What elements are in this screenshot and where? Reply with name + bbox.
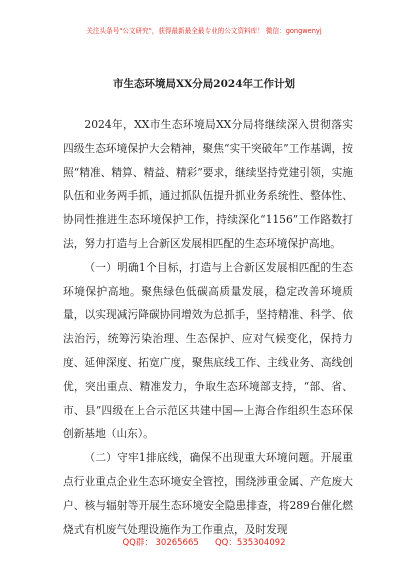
- footer-contact-text: QQ群： 30265665 QQ：535304092: [122, 538, 286, 548]
- paragraph-intro: 2024年，XX市生态环境局XX分局将继续深入贯彻落实四级生态环境保护大会精神，聚焦“实干突破年”工作基调，按照“精准、精算、精益、精彩”要求，继续坚持党建引领，实施队伍和业务两手抓，通过抓队伍提升抓业务系统性、整体性、协同性推进生态环境保护工作，持续深化“1156”工作路数打法，努力打造与上合新区发展相匹配的生态环境保护高地。: [63, 118, 353, 250]
- paragraph-baseline: （二）守牢1排底线，确保不出现重大环境问题。开展重点行业重点企业生态环境安全管控，围绕涉重金属、产危废大户、核与辐射等开展生态环境安全隐患排查，将289台催化燃烧式有机废气处理设施作为工作重点，及时发现: [63, 451, 353, 536]
- header-promo-text: 关注头条号"公文研究"，获得最新最全最专业的公文资料库！ 微信：gongwenyj: [86, 27, 322, 35]
- paragraph-goal: （一）明确1个目标，打造与上合新区发展相匹配的生态环境保护高地。聚焦绿色低碳高质量发展，稳定改善环境质量，以实现减污降碳协同增效为总抓手，坚持精准、科学、依法治污，统筹污染治理、生态保护、应对气候变化，保持力度、延伸深度、拓宽广度，聚焦底线工作、主线业务、高线创优，突出重点、精准发力，争取生态环境部支持，“部、省、市、县”四级在上合示范区共建中国—上海合作组织生态环保创新基地（山东）。: [63, 260, 353, 441]
- document-title: 市生态环境局XX分局2024年工作计划: [112, 78, 296, 90]
- document-body: [63, 113, 353, 541]
